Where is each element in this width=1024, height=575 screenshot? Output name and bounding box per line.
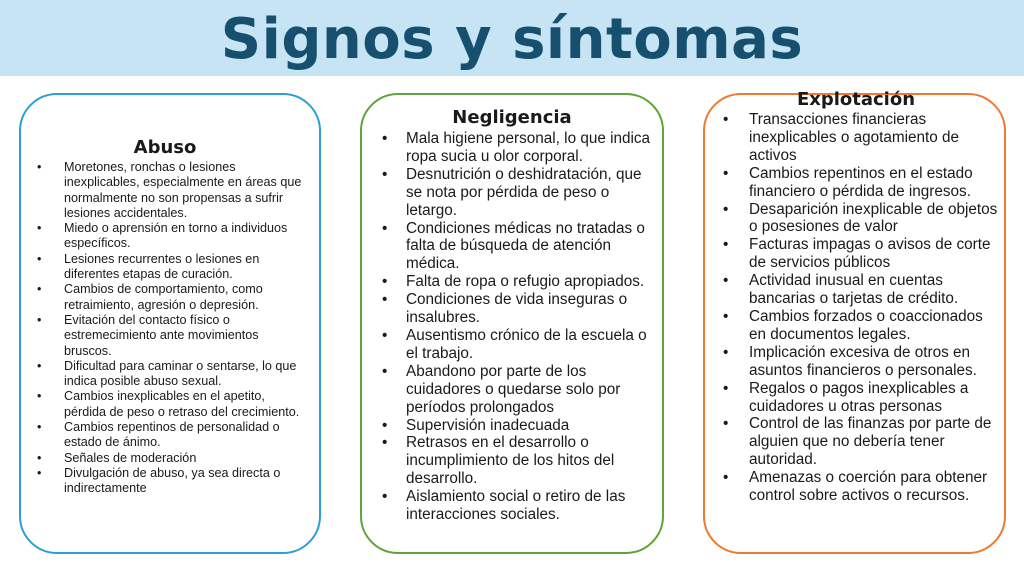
- abuso-item: • Cambios repentinos de personalidad o estado de ánimo.: [27, 420, 303, 451]
- explotacion-item: • Control de las finanzas por parte de alguien que no debería tener autoridad.: [712, 415, 1000, 469]
- abuso-item: • Divulgación de abuso, ya sea directa o indirectamente: [27, 466, 303, 497]
- abuso-heading: Abuso: [133, 137, 197, 158]
- negligencia-item: • Falta de ropa o refugio apropiados.: [370, 273, 654, 291]
- abuso-item: • Evitación del contacto físico o estremecimiento ante movimientos bruscos.: [27, 313, 303, 359]
- explotacion-heading: Explotación: [796, 89, 916, 110]
- abuso-card-content: [27, 136, 303, 497]
- explotacion-item: • Facturas impagas o avisos de corte de servicios públicos: [712, 236, 1000, 272]
- explotacion-card-content: [712, 89, 1000, 505]
- page-title: Signos y síntomas: [220, 7, 804, 72]
- abuso-list: [27, 160, 303, 497]
- negligencia-item: • Retrasos en el desarrollo o incumplimiento de los hitos del desarrollo.: [370, 434, 654, 488]
- abuso-item: • Miedo o aprensión en torno a individuos específicos.: [27, 221, 303, 252]
- negligencia-item: • Aislamiento social o retiro de las interacciones sociales.: [370, 488, 654, 524]
- abuso-item: • Moretones, ronchas o lesiones inexplicables, especialmente en áreas que normalmente no son propensas a sufrir lesiones accidentales.: [27, 160, 303, 221]
- negligencia-heading: Negligencia: [452, 107, 572, 128]
- abuso-item: • Cambios de comportamiento, como retraimiento, agresión o depresión.: [27, 282, 303, 313]
- negligencia-item: • Desnutrición o deshidratación, que se nota por pérdida de peso o letargo.: [370, 166, 654, 220]
- negligencia-list: [370, 130, 654, 524]
- explotacion-item: • Cambios forzados o coaccionados en documentos legales.: [712, 308, 1000, 344]
- abuso-item: • Dificultad para caminar o sentarse, lo que indica posible abuso sexual.: [27, 359, 303, 390]
- abuso-item: • Lesiones recurrentes o lesiones en diferentes etapas de curación.: [27, 252, 303, 283]
- explotacion-item: • Transacciones financieras inexplicables o agotamiento de activos: [712, 111, 1000, 165]
- negligencia-card-content: [370, 106, 654, 524]
- negligencia-item: • Abandono por parte de los cuidadores o quedarse solo por períodos prolongados: [370, 363, 654, 417]
- explotacion-item: • Actividad inusual en cuentas bancarias o tarjetas de crédito.: [712, 272, 1000, 308]
- explotacion-item: • Implicación excesiva de otros en asuntos financieros o personales.: [712, 344, 1000, 380]
- negligencia-item: • Mala higiene personal, lo que indica ropa sucia u olor corporal.: [370, 130, 654, 166]
- abuso-item: • Señales de moderación: [27, 451, 303, 466]
- explotacion-item: • Amenazas o coerción para obtener control sobre activos o recursos.: [712, 469, 1000, 505]
- negligencia-item: • Supervisión inadecuada: [370, 417, 654, 435]
- explotacion-item: • Cambios repentinos en el estado financiero o pérdida de ingresos.: [712, 165, 1000, 201]
- negligencia-item: • Condiciones de vida inseguras o insalubres.: [370, 291, 654, 327]
- explotacion-item: • Regalos o pagos inexplicables a cuidadores u otras personas: [712, 380, 1000, 416]
- abuso-item: • Cambios inexplicables en el apetito, pérdida de peso o retraso del crecimiento.: [27, 389, 303, 420]
- explotacion-item: • Desaparición inexplicable de objetos o posesiones de valor: [712, 201, 1000, 237]
- explotacion-list: [712, 111, 1000, 505]
- negligencia-item: • Ausentismo crónico de la escuela o el trabajo.: [370, 327, 654, 363]
- negligencia-item: • Condiciones médicas no tratadas o falta de búsqueda de atención médica.: [370, 220, 654, 274]
